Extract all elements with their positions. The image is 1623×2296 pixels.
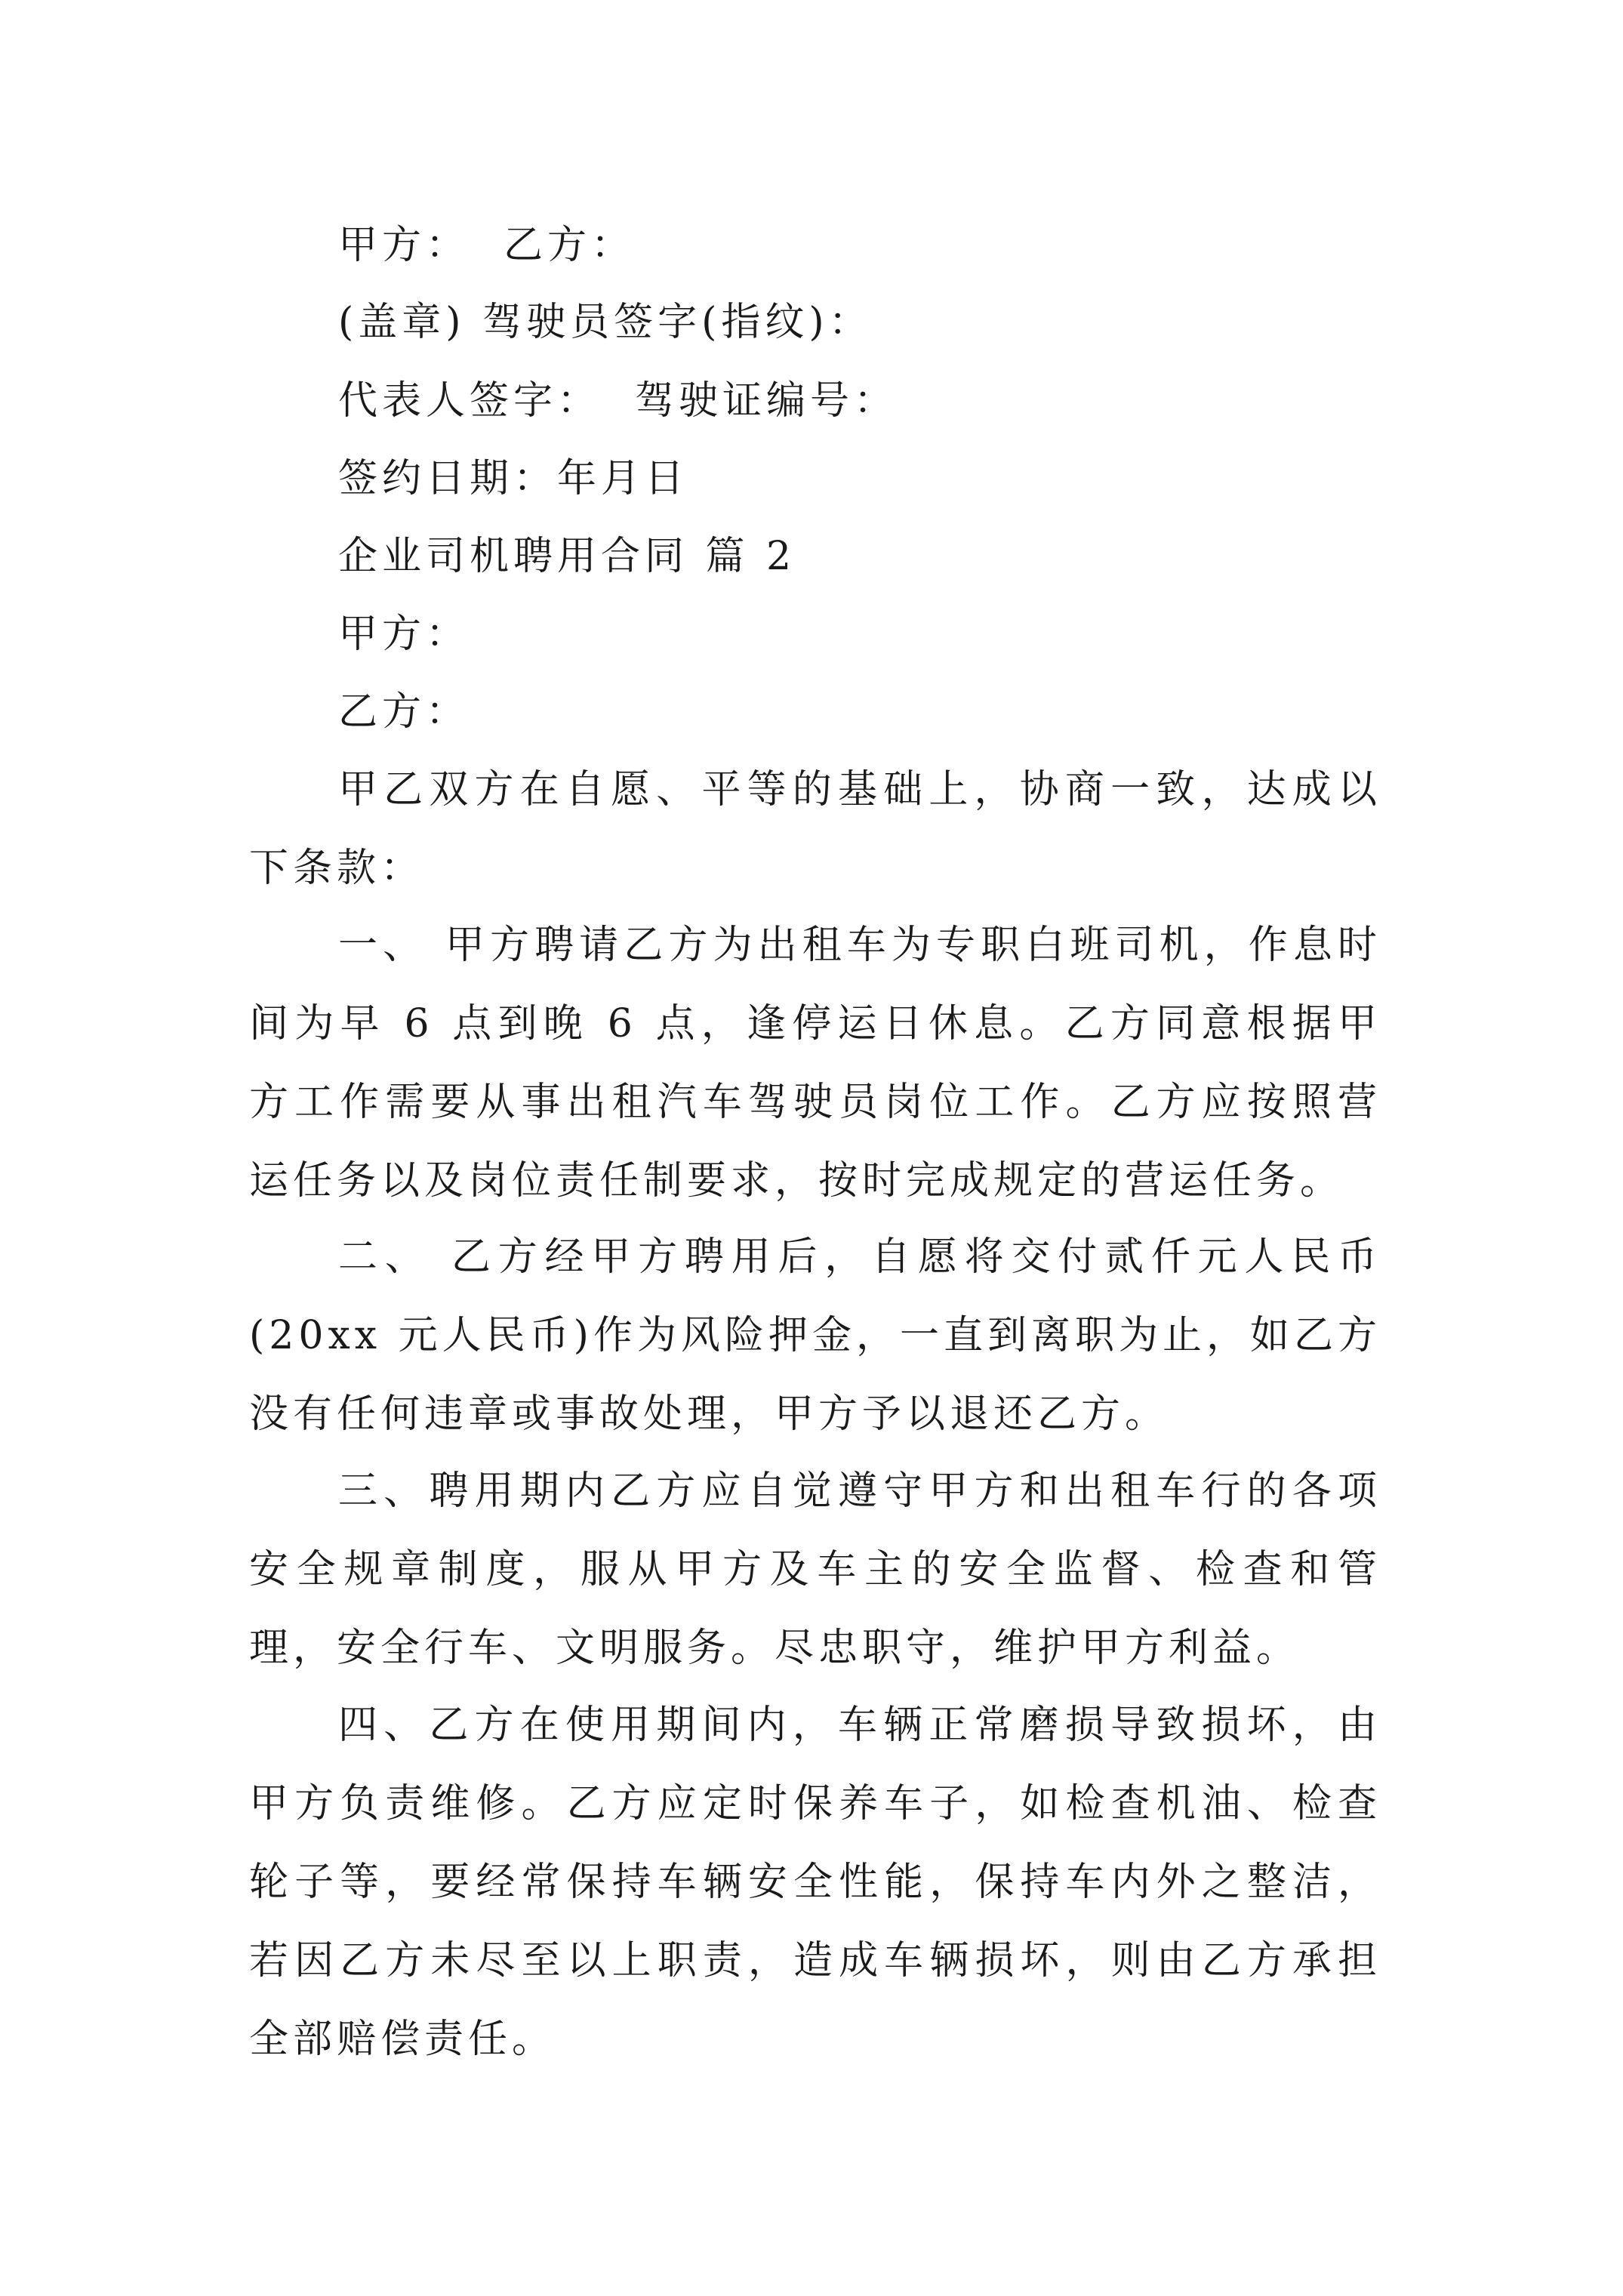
paragraph-intro: 甲乙双方在自愿、平等的基础上，协商一致，达成以下条款： (249, 767, 1381, 891)
signature-seal-line: (盖章) 驾驶员签字(指纹)： (338, 300, 873, 345)
paragraph-clause-3: 三、聘用期内乙方应自觉遵守甲方和出租车行的各项安全规章制度，服从甲方及车主的安全监督、检查和管理，安全行车、文明服务。尽忠职守，维护甲方利益。 (249, 1469, 1381, 1671)
signature-representative-line: 代表人签字： 驾驶证编号： (338, 378, 898, 424)
paragraph-clause-1: 一、 甲方聘请乙方为出租车为专职白班司机，作息时间为早 6 点到晚 6 点，逢停运日休息。乙方同意根据甲方工作需要从事出租汽车驾驶员岗位工作。乙方应按照营运任务以及岗位责任制要求，按时完成规定的营运任务。 (249, 923, 1381, 1203)
signature-parties-line: 甲方： 乙方： (338, 223, 636, 268)
party-b-label: 乙方： (338, 689, 470, 735)
signature-date-line: 签约日期：年月日 (338, 456, 689, 501)
section-title: 企业司机聘用合同 篇 2 (338, 534, 796, 579)
paragraph-clause-4: 四、乙方在使用期间内，车辆正常磨损导致损坏，由甲方负责维修。乙方应定时保养车子，如检查机油、检查轮子等，要经常保持车辆安全性能，保持车内外之整洁，若因乙方未尽至以上职责，造成车辆损坏，则由乙方承担全部赔偿责任。 (249, 1703, 1381, 2062)
paragraph-clause-2: 二、 乙方经甲方聘用后，自愿将交付贰仟元人民币(20xx 元人民币)作为风险押金，一直到离职为止，如乙方没有任何违章或事故处理，甲方予以退还乙方。 (249, 1234, 1381, 1437)
party-a-label: 甲方： (338, 612, 470, 657)
